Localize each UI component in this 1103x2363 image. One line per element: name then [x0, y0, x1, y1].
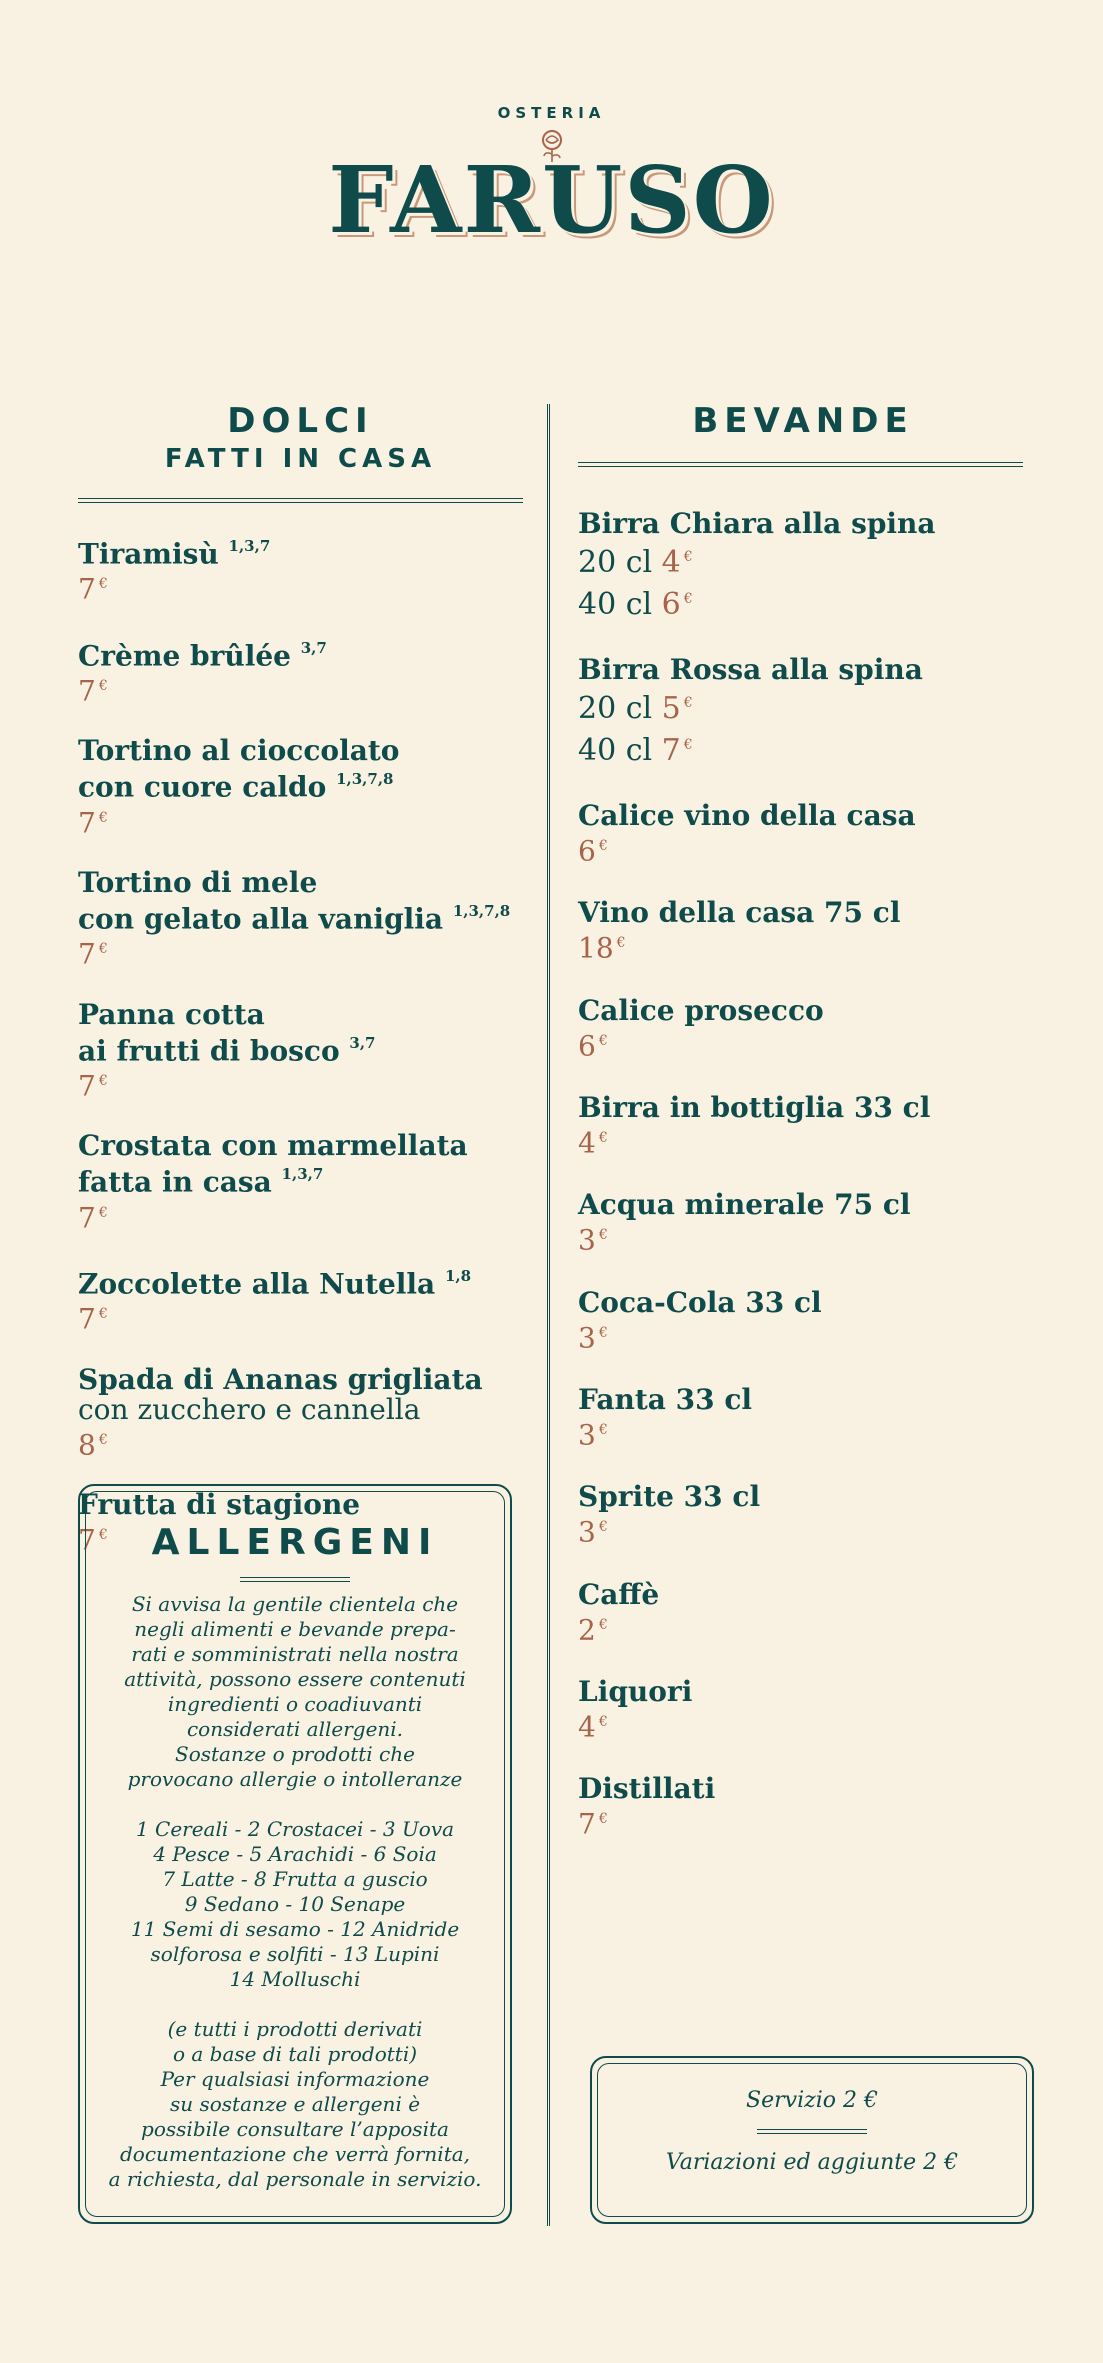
bevande-item-name: Fanta 33 cl	[578, 1382, 753, 1416]
allergeni-note-line: (e tutti i prodotti derivati	[167, 2017, 423, 2041]
bevande-item-name: Sprite 33 cl	[578, 1480, 761, 1514]
item-price: 3 €	[578, 1223, 608, 1257]
euro-sign: €	[598, 838, 608, 854]
spacer	[106, 1992, 484, 2017]
dolci-item-name: Crostata con marmellata	[78, 1129, 468, 1163]
spacer	[106, 1792, 484, 1817]
dolci-title: DOLCI	[227, 401, 374, 441]
item-price: 2 €	[578, 1612, 608, 1646]
dolci-item	[78, 533, 523, 605]
dolci-item-name: Tiramisù $^{1,3,7}$	[78, 537, 271, 571]
allergen-codes: 1,8	[444, 1266, 472, 1285]
bevande-item-name: Coca-Cola 33 cl	[578, 1285, 822, 1319]
item-price: 7 €	[78, 1523, 108, 1557]
bevande-item	[578, 655, 1028, 769]
bevande-item-name: Birra Rossa alla spina	[578, 653, 923, 686]
allergeni-note-line: Per qualsiasi informazione	[160, 2067, 430, 2091]
dolci-item-name: Panna cotta	[78, 997, 265, 1031]
euro-sign: €	[598, 1324, 608, 1341]
item-price: 6	[661, 587, 681, 622]
allergeni-box	[78, 1484, 512, 2224]
allergeni-text	[86, 1592, 504, 2192]
allergeni-intro-line: Sostanze o prodotti che	[175, 1742, 415, 1766]
dolci-item	[78, 736, 523, 838]
item-price: 4	[661, 545, 681, 580]
item-price: 3 €	[578, 1320, 608, 1354]
allergeni-rule	[240, 1577, 350, 1582]
item-price: 7 €	[78, 572, 108, 606]
allergeni-list-line: 1 Cereali - 2 Crostacei - 3 Uova	[135, 1817, 455, 1841]
euro-sign: €	[598, 1811, 608, 1828]
euro-sign: €	[98, 576, 108, 593]
dolci-item-name: Zoccolette alla Nutella $^{1,8}$	[78, 1266, 472, 1301]
item-price: 7	[661, 733, 681, 768]
size-price-row: 20 cl 4 €	[578, 545, 693, 580]
bevande-title: BEVANDE	[692, 401, 914, 441]
bevande-item-name: Caffè	[578, 1577, 660, 1611]
bevande-item	[578, 1190, 1028, 1255]
allergeni-intro-line: rati e somministrati nella nostra	[131, 1642, 459, 1666]
item-price: 7 €	[78, 674, 108, 708]
euro-sign: €	[98, 941, 108, 958]
allergeni-intro-line: ingredienti o coadiuvanti	[167, 1692, 423, 1716]
bevande-section	[578, 400, 1028, 1872]
bevande-item-name: Birra Chiara alla spina	[578, 507, 936, 540]
item-price: 7 €	[78, 1069, 108, 1103]
bevande-item-name: Calice vino della casa	[578, 799, 916, 832]
bevande-item-name: Liquori	[578, 1674, 693, 1708]
servizio-box	[590, 2056, 1034, 2224]
euro-sign: €	[598, 1032, 608, 1049]
logo-name: FARUSO	[328, 146, 775, 254]
euro-sign: €	[98, 1306, 108, 1323]
bevande-item	[578, 1482, 1028, 1547]
dolci-item	[78, 1263, 523, 1335]
dolci-item	[78, 1362, 523, 1461]
euro-sign: €	[598, 1421, 608, 1438]
logo-osteria: OSTERIA	[497, 104, 606, 122]
bevande-item-name: Vino della casa 75 cl	[578, 896, 901, 930]
euro-sign: €	[98, 1526, 108, 1543]
dolci-item	[78, 635, 523, 707]
item-price: 7 €	[78, 805, 108, 839]
euro-sign: €	[683, 695, 693, 711]
allergeni-intro-line: Si avvisa la gentile clientela che	[131, 1592, 459, 1616]
bevande-item	[578, 1285, 1028, 1354]
allergeni-title: ALLERGENI	[151, 1522, 439, 1563]
euro-sign: €	[98, 677, 108, 694]
allergeni-list-line: 7 Latte - 8 Frutta a guscio	[162, 1867, 428, 1891]
item-price: 5	[661, 691, 681, 726]
allergen-codes: 1,3,7	[228, 537, 271, 555]
allergeni-intro-line: negli alimenti e bevande prepa-	[134, 1617, 456, 1641]
allergeni-note-line: su sostanze e allergeni è	[169, 2092, 421, 2116]
item-price: 4 €	[578, 1126, 608, 1160]
item-price: 7 €	[78, 937, 108, 971]
euro-sign: €	[683, 737, 693, 753]
euro-sign: €	[598, 1227, 608, 1244]
allergen-codes: 1,3,7	[281, 1165, 324, 1184]
bevande-item-name: Distillati	[578, 1772, 716, 1806]
euro-sign: €	[598, 1713, 608, 1730]
dolci-item-name-line2: fatta in casa $^{1,3,7}$	[78, 1165, 324, 1199]
dolci-item-name-line2: con cuore caldo $^{1,3,7,8}$	[78, 770, 394, 804]
item-price: 3 €	[578, 1515, 608, 1549]
bevande-item	[578, 1090, 1028, 1160]
allergen-codes: 3,7	[300, 638, 327, 657]
bevande-item	[578, 801, 1028, 866]
dolci-subtitle: FATTI IN CASA	[164, 444, 437, 474]
bevande-item	[578, 1674, 1028, 1744]
item-price: 4 €	[578, 1710, 608, 1744]
dolci-item-name-line2: ai frutti di bosco $^{3,7}$	[78, 1033, 376, 1067]
dolci-item-name-line2: con gelato alla vaniglia $^{1,3,7,8}$	[78, 901, 511, 936]
dolci-rule	[78, 498, 523, 503]
bevande-item	[578, 1382, 1028, 1452]
allergeni-note-line: possibile consultare l’apposita	[141, 2117, 449, 2141]
servizio-line: Servizio 2 €	[746, 2088, 878, 2113]
bevande-item	[578, 509, 1028, 623]
euro-sign: €	[598, 1129, 608, 1146]
euro-sign: €	[598, 1616, 608, 1633]
euro-sign: €	[98, 809, 108, 826]
column-divider	[547, 404, 550, 2226]
bevande-item-name: Birra in bottiglia 33 cl	[578, 1090, 931, 1124]
bevande-item	[578, 898, 1028, 963]
item-price: 6 €	[578, 834, 608, 868]
allergeni-note-line: o a base di tali prodotti)	[172, 2042, 418, 2066]
euro-sign: €	[98, 1204, 108, 1221]
item-price: 7 €	[78, 1200, 108, 1234]
euro-sign: €	[98, 1431, 108, 1448]
allergeni-list-line: solforosa e solfiti - 13 Lupini	[150, 1942, 440, 1966]
bevande-item-name: Calice prosecco	[578, 993, 824, 1027]
allergeni-list-line: 9 Sedano - 10 Senape	[184, 1892, 406, 1916]
dolci-item	[78, 997, 523, 1103]
allergeni-intro-line: provocano allergie o intolleranze	[127, 1767, 463, 1791]
size-price-row: 20 cl 5 €	[578, 691, 693, 726]
dolci-item-name: Tortino di mele	[78, 865, 318, 899]
dolci-item-name: Spada di Ananas grigliata	[78, 1362, 483, 1396]
dolci-item-name: Frutta di stagione	[78, 1487, 361, 1521]
dolci-item	[78, 1131, 523, 1233]
bevande-item-name: Acqua minerale 75 cl	[578, 1188, 911, 1222]
allergeni-list-line: 14 Molluschi	[229, 1967, 361, 1991]
euro-sign: €	[683, 591, 693, 607]
bevande-item	[578, 993, 1028, 1062]
euro-sign: €	[598, 1519, 608, 1536]
allergen-codes: 3,7	[349, 1033, 376, 1052]
item-price: 7 €	[78, 1302, 108, 1336]
dolci-item-name: Crème brûlée $^{3,7}$	[78, 638, 327, 672]
logo	[0, 104, 1103, 254]
euro-sign: €	[616, 935, 626, 952]
dolci-list	[78, 533, 523, 1555]
item-price: 8 €	[78, 1427, 108, 1461]
bevande-list	[578, 509, 1028, 1840]
dolci-item-name: Tortino al cioccolato	[78, 734, 400, 768]
item-price: 7 €	[578, 1807, 608, 1841]
euro-sign: €	[683, 549, 693, 565]
size-price-row: 40 cl 7 €	[578, 733, 693, 768]
allergeni-note-line: documentazione che verrà fornita,	[119, 2142, 471, 2166]
allergeni-intro-line: considerati allergeni.	[186, 1717, 404, 1741]
bevande-item	[578, 1577, 1028, 1646]
allergeni-list-line: 4 Pesce - 5 Arachidi - 6 Soia	[153, 1842, 437, 1866]
allergeni-intro-line: attività, possono essere contenuti	[124, 1667, 466, 1691]
dolci-item-name-line2: con zucchero e cannella	[78, 1392, 421, 1426]
allergeni-list-line: 11 Semi di sesamo - 12 Anidride	[130, 1917, 460, 1941]
bevande-item	[578, 1774, 1028, 1839]
bevande-rule	[578, 462, 1023, 467]
servizio-rule	[757, 2129, 867, 2134]
allergen-codes: 1,3,7,8	[452, 901, 511, 920]
variazioni-line: Variazioni ed aggiunte 2 €	[665, 2150, 959, 2175]
size-price-row: 40 cl 6 €	[578, 587, 693, 622]
euro-sign: €	[98, 1072, 108, 1089]
allergeni-note-line: a richiesta, dal personale in servizio.	[108, 2167, 482, 2191]
dolci-section	[78, 400, 523, 1585]
item-price: 18 €	[578, 931, 626, 965]
dolci-item	[78, 865, 523, 971]
allergen-codes: 1,3,7,8	[336, 770, 394, 789]
item-price: 6 €	[578, 1028, 608, 1062]
item-price: 3 €	[578, 1418, 608, 1452]
